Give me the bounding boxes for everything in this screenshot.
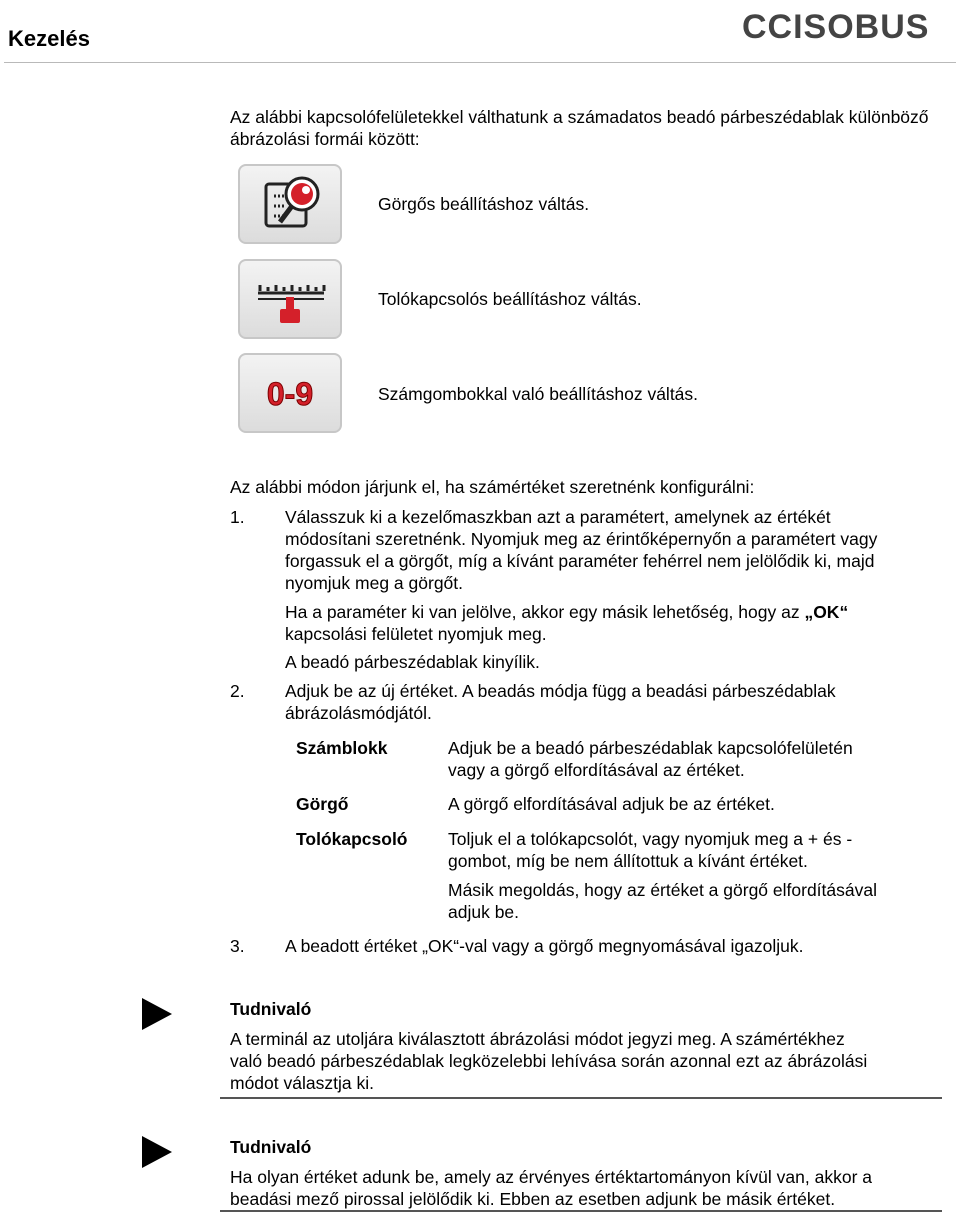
slider-switch-label: Tolókapcsolós beállításhoz váltás. [378, 289, 642, 309]
step1-line: Válasszuk ki a kezelőmaszkban azt a paramétert, amelynek az értékét [285, 507, 831, 527]
slider-switch-icon [240, 261, 340, 337]
numpad-switch-button[interactable] [238, 353, 342, 433]
step-number: 3. [230, 936, 245, 956]
numpad-switch-icon [240, 355, 340, 431]
note-title: Tudnivaló [230, 1137, 312, 1157]
mode-desc: Adjuk be a beadó párbeszédablak kapcsolófelületén [448, 738, 853, 758]
mode-desc: vagy a görgő elfordításával az értéket. [448, 760, 745, 780]
ccisobus-logo [742, 8, 948, 44]
step3-text: A beadott értéket „OK“-val vagy a görgő megnyomásával igazoljuk. [285, 936, 804, 956]
mode-term: Görgő [296, 794, 349, 814]
mode-term: Számblokk [296, 738, 388, 758]
note-text: módot választja ki. [230, 1073, 374, 1093]
step2-line: ábrázolásmódjától. [285, 703, 432, 723]
step-number: 1. [230, 507, 245, 527]
wheel-switch-button[interactable] [238, 164, 342, 244]
mode-desc: Másik megoldás, hogy az értéket a görgő elfordításával [448, 880, 877, 900]
step1-result: A beadó párbeszédablak kinyílik. [285, 652, 540, 672]
numpad-switch-label: Számgombokkal való beállításhoz váltás. [378, 384, 699, 404]
step2-line: Adjuk be az új értéket. A beadás módja függ a beadási párbeszédablak [285, 681, 836, 701]
mode-desc: Toljuk el a tolókapcsolót, vagy nyomjuk meg a + és - [448, 829, 853, 849]
note-divider [220, 1097, 942, 1099]
note-text: Ha olyan értéket adunk be, amely az érvényes értéktartományon kívül van, akkor a [230, 1167, 872, 1187]
step1-alt-line [285, 601, 848, 623]
step1-alt-text: Ha a paraméter ki van jelölve, akkor egy másik lehetőség, hogy az [285, 602, 805, 622]
mode-desc: A görgő elfordításával adjuk be az értéket. [448, 794, 775, 814]
step-number: 2. [230, 681, 245, 701]
note-divider [220, 1210, 942, 1212]
slider-switch-button[interactable] [238, 259, 342, 339]
mode-desc: gombot, míg be nem állítottuk a kívánt értéket. [448, 851, 808, 871]
wheel-switch-label: Görgős beállításhoz váltás. [378, 194, 590, 214]
header-divider [4, 62, 956, 63]
note-arrow-icon [142, 1136, 172, 1168]
steps-intro: Az alábbi módon járjunk el, ha számértéket szeretnénk konfigurálni: [230, 477, 755, 497]
note-text: beadási mező pirossal jelölődik ki. Ebben az esetben adjunk be másik értéket. [230, 1189, 836, 1209]
step1-line: módosítani szeretnénk. Nyomjuk meg az érintőképernyőn a paramétert vagy [285, 529, 878, 549]
step1-line: nyomjuk meg a görgőt. [285, 573, 464, 593]
logo-text: CCISOBUS [742, 8, 930, 44]
page-title: Kezelés [8, 26, 90, 51]
step1-line: forgassuk el a görgőt, míg a kívánt paraméter fehérrel nem jelölődik ki, majd [285, 551, 875, 571]
note-text: A terminál az utoljára kiválasztott ábrázolási módot jegyzi meg. A számértékhez [230, 1029, 845, 1049]
note-title: Tudnivaló [230, 999, 312, 1019]
ok-label: „OK“ [804, 602, 849, 622]
note-arrow-icon [142, 998, 172, 1030]
intro-text: Az alábbi kapcsolófelületekkel válthatunk a számadatos beadó párbeszédablak különböző ábrázolási formái között: [230, 107, 929, 149]
step1-alt-line: kapcsolási felületet nyomjuk meg. [285, 624, 547, 644]
mode-desc: adjuk be. [448, 902, 520, 922]
mode-term: Tolókapcsoló [296, 829, 408, 849]
numpad-icon-text: 0-9 [266, 376, 314, 412]
wheel-switch-icon [240, 166, 340, 242]
note-text: való beadó párbeszédablak legközelebbi lehívása során azonnal ezt az ábrázolási [230, 1051, 868, 1071]
